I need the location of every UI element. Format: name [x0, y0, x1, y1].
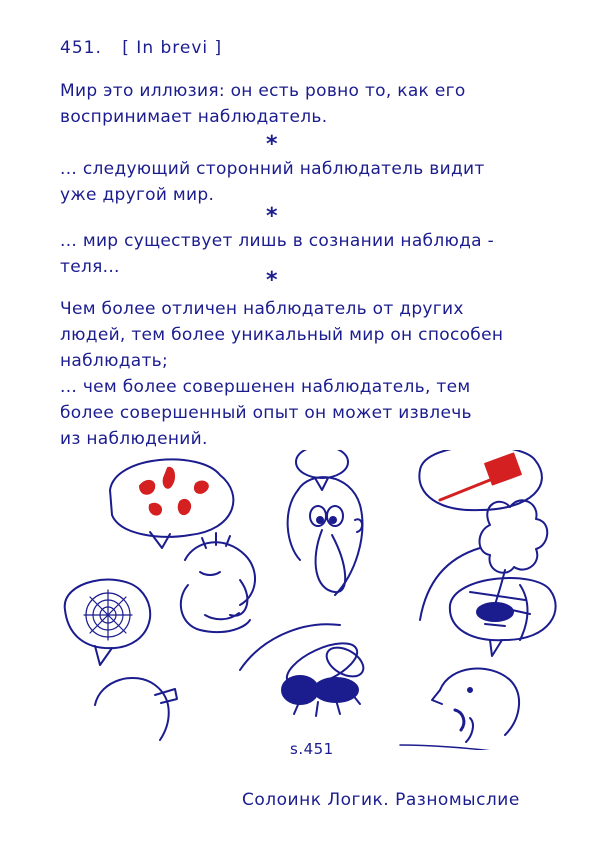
thought-bubble-spider-web [65, 580, 150, 665]
bearded-person [432, 669, 519, 742]
text-line: людей, тем более уникальный мир он способен [60, 325, 504, 345]
fly-icon [240, 624, 368, 716]
text-line: ... чем более совершенен наблюдатель, тем [60, 377, 471, 397]
asterisk-separator: * [266, 132, 278, 157]
footer-text: Солоинк Логик. Разномыслие [242, 790, 520, 810]
helicopter-icon [470, 592, 530, 626]
thought-bubble-helicopter [450, 578, 556, 656]
page-header [60, 38, 236, 58]
paragraph-1 [60, 78, 466, 130]
cocoon-icon [140, 468, 208, 515]
text-line: Мир это иллюзия: он есть ровно то, как его [60, 81, 466, 101]
asterisk-separator: * [266, 268, 278, 293]
text-line: из наблюдений. [60, 429, 208, 449]
curly-haired-person [420, 500, 547, 620]
page-number: 451. [60, 38, 102, 58]
text-line: ... следующий сторонний наблюдатель видит [60, 159, 485, 179]
text-line: наблюдать; [60, 351, 169, 371]
spider-web-icon [84, 590, 132, 640]
signature-label: s.451 [290, 740, 334, 758]
bottom-left-person [95, 678, 177, 740]
text-line: теля... [60, 257, 120, 277]
thought-bubble-cocoons [110, 459, 233, 548]
fly-swatter-icon [440, 454, 521, 500]
text-line: воспринимает наблюдатель. [60, 107, 328, 127]
text-line: ... мир существует лишь в сознании наблюда - [60, 231, 495, 251]
asterisk-separator: * [266, 204, 278, 229]
text-line: уже другой мир. [60, 185, 215, 205]
paragraph-4 [60, 296, 503, 452]
paragraph-2 [60, 156, 485, 208]
sleeping-person [181, 533, 255, 632]
cartoon-illustration [0, 450, 600, 750]
text-line: Чем более отличен наблюдатель от других [60, 299, 464, 319]
page-subtitle: [ In brevi ] [122, 38, 223, 58]
bald-person [288, 477, 363, 595]
text-line: более совершенный опыт он может извлечь [60, 403, 472, 423]
